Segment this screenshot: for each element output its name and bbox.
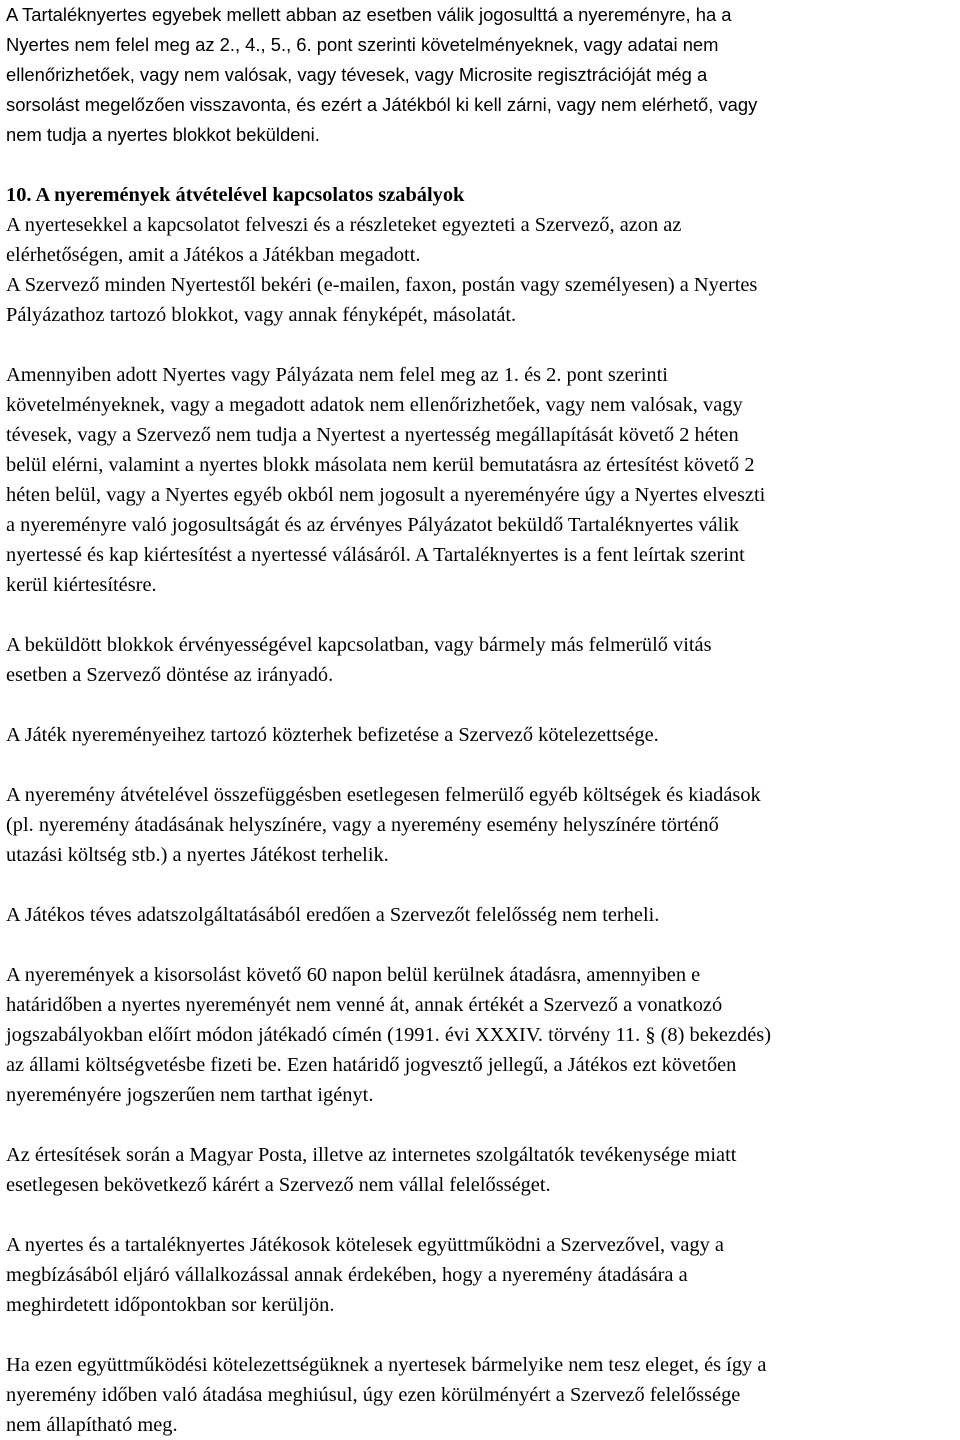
text-line: meghirdetett időpontokban sor kerüljön. (6, 1294, 335, 1316)
text-line: nem állapítható meg. (6, 1414, 178, 1436)
text-line: nyertessé és kap kiértesítést a nyertessé válásáról. A Tartaléknyertes is a fent leírtak szerint (6, 544, 745, 566)
text-line: A nyeremény átvételével összefüggésben esetlegesen felmerülő egyéb költségek és kiadások (6, 784, 761, 806)
text-line: (pl. nyeremény átadásának helyszínére, vagy a nyeremény esemény helyszínére történő (6, 814, 719, 836)
paragraph-gap (6, 1110, 954, 1140)
text-line: nem tudja a nyertes blokkot beküldeni. (6, 124, 320, 145)
text-line: esetlegesen bekövetkező kárért a Szervező nem vállal felelősséget. (6, 1174, 551, 1196)
paragraph-gap (6, 1200, 954, 1230)
text-line: határidőben a nyertes nyereményét nem venné át, annak értékét a Szervező a vonatkozó (6, 994, 723, 1016)
paragraph-liability (6, 900, 954, 930)
text-line: A beküldött blokkok érvényességével kapcsolatban, vagy bármely más felmerülő vitás (6, 634, 712, 656)
text-line: ellenőrizhetőek, vagy nem valósak, vagy tévesek, vagy Microsite regisztrációját még a (6, 64, 708, 85)
paragraph-deadline (6, 960, 954, 1110)
paragraph-gap (6, 330, 954, 360)
text-line: Nyertes nem felel meg az 2., 4., 5., 6. pont szerinti követelményeknek, vagy adatai nem (6, 34, 719, 55)
text-line: A Játékos téves adatszolgáltatásából eredően a Szervezőt felelősség nem terheli. (6, 904, 660, 926)
text-line: A Szervező minden Nyertestől bekéri (e-mailen, faxon, postán vagy személyesen) a Nyertes (6, 274, 758, 296)
text-line: nyeremény időben való átadása meghiúsul, úgy ezen körülményért a Szervező felelőssége (6, 1384, 741, 1406)
text-line: esetben a Szervező döntése az irányadó. (6, 664, 334, 686)
text-line: a nyereményre való jogosultságát és az érvényes Pályázatot beküldő Tartaléknyertes válik (6, 514, 740, 536)
paragraph-notifications (6, 1140, 954, 1200)
document-page (6, 0, 954, 1440)
text-line: sorsolást megelőzően visszavonta, és ezért a Játékból ki kell zárni, vagy nem elérhető, vagy (6, 94, 758, 115)
text-line: kerül kiértesítésre. (6, 574, 157, 596)
paragraph-gap (6, 930, 954, 960)
text-line: követelményeknek, vagy a megadott adatok nem ellenőrizhetőek, vagy nem valósak, vagy (6, 394, 743, 416)
text-line: megbízásából eljáró vállalkozással annak érdekében, hogy a nyeremény átadására a (6, 1264, 688, 1286)
text-line: belül elérni, valamint a nyertes blokk másolata nem kerül bemutatásra az értesítést követő 2 (6, 454, 755, 476)
paragraph-gap (6, 150, 954, 180)
text-line: A Játék nyereményeihez tartozó közterhek befizetése a Szervező kötelezettsége. (6, 724, 659, 746)
paragraph-taxes (6, 720, 954, 750)
paragraph-disqualification (6, 360, 954, 600)
paragraph-gap (6, 750, 954, 780)
text-line: Ha ezen együttműködési kötelezettségüknek a nyertesek bármelyike nem tesz eleget, és így a (6, 1354, 767, 1376)
text-line: Az értesítések során a Magyar Posta, illetve az internetes szolgáltatók tevékenysége miatt (6, 1144, 737, 1166)
paragraph-gap (6, 600, 954, 630)
text-line: héten belül, vagy a Nyertes egyéb okból nem jogosult a nyereményére úgy a Nyertes elveszti (6, 484, 766, 506)
text-line: A Tartaléknyertes egyebek mellett abban az esetben válik jogosulttá a nyereményre, ha a (6, 4, 732, 25)
text-line: A nyertes és a tartaléknyertes Játékosok kötelesek együttműködni a Szervezővel, vagy a (6, 1234, 724, 1256)
paragraph-gap (6, 690, 954, 720)
intro-paragraph (6, 0, 954, 150)
text-line: Amennyiben adott Nyertes vagy Pályázata nem felel meg az 1. és 2. pont szerinti (6, 364, 668, 386)
paragraph-cooperation (6, 1230, 954, 1320)
paragraph-costs (6, 780, 954, 870)
text-line: jogszabályokban előírt módon játékadó címén (1991. évi XXXIV. törvény 11. § (8) bekezdés) (6, 1024, 772, 1046)
text-line: tévesek, vagy a Szervező nem tudja a Nyertest a nyertesség megállapítását követő 2 héten (6, 424, 739, 446)
paragraph-gap (6, 870, 954, 900)
text-line: A nyeremények a kisorsolást követő 60 napon belül kerülnek átadásra, amennyiben e (6, 964, 701, 986)
text-line: utazási költség stb.) a nyertes Játékost terhelik. (6, 844, 389, 866)
text-line: nyereményére jogszerűen nem tarthat igényt. (6, 1084, 374, 1106)
section-heading: 10. A nyeremények átvételével kapcsolatos szabályok (6, 184, 465, 206)
paragraph-gap (6, 1320, 954, 1350)
text-line: Pályázathoz tartozó blokkot, vagy annak fényképét, másolatát. (6, 304, 517, 326)
text-line: az állami költségvetésbe fizeti be. Ezen határidő jogvesztő jellegű, a Játékos ezt követően (6, 1054, 737, 1076)
text-line: A nyertesekkel a kapcsolatot felveszi és a részleteket egyezteti a Szervező, azon az (6, 214, 682, 236)
text-line: elérhetőségen, amit a Játékos a Játékban megadott. (6, 244, 421, 266)
paragraph-non-cooperation (6, 1350, 954, 1440)
paragraph-disputes (6, 630, 954, 690)
section-10 (6, 180, 954, 330)
